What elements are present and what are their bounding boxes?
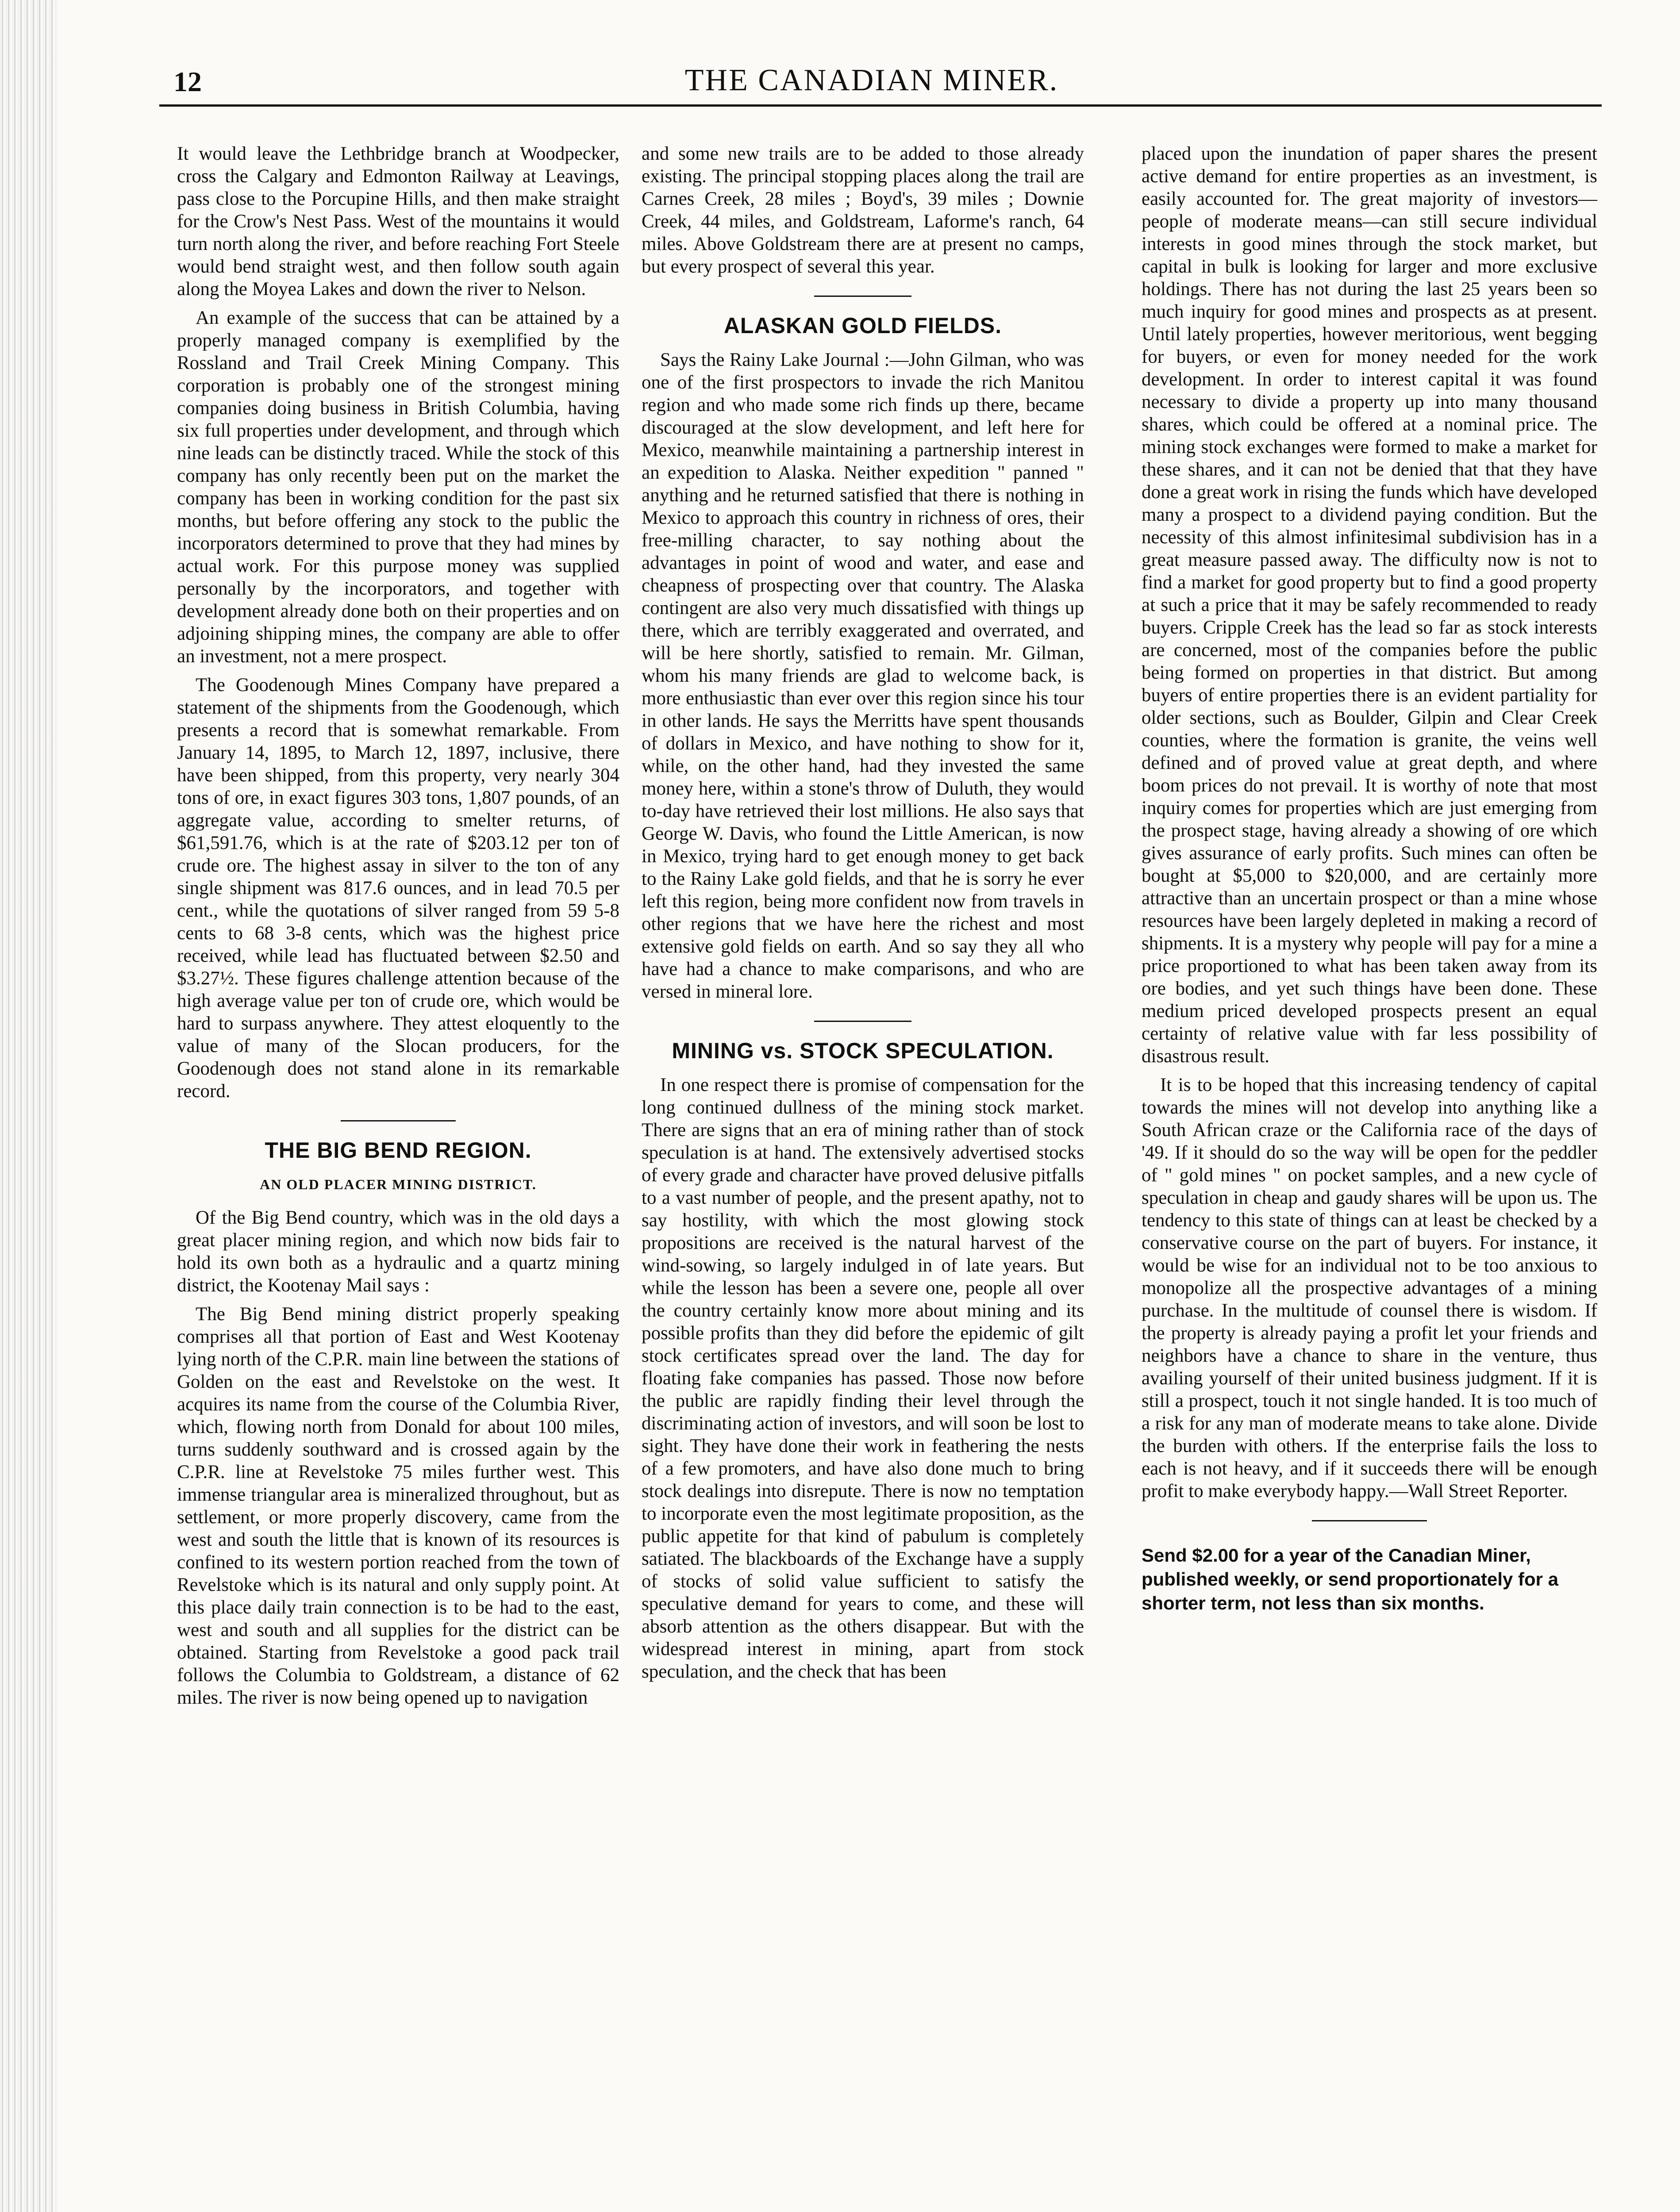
headline-big-bend: THE BIG BEND REGION. — [265, 1138, 532, 1163]
article-paragraph: It is to be hoped that this increasing tendency of capital towards the mines will not develop into anything like a South African craze or the California race of the days of '49. If it should do so the way will be open for the peddler of " gold mines " on pocket samples, and a new cycle of speculation in cheap and gaudy shares will be upon us. The tendency to this state of things can at least be checked by a conservative course on the part of buyers. For instance, it would be wise for an individual not to be too anxious to monopolize all the prospective advantages of a mining purchase. In the multitude of counsel there is wisdom. If the property is already paying a profit let your friends and neighbors have a chance to share in the venture, thus availing yourself of their united business judgment. If it is still a prospect, touch it not single handed. It is too much of a risk for any man of moderate means to take alone. Divide the burden with others. If the enterprise fails the loss to each is not heavy, and if it succeeds there will be enough profit to make everybody happy.—Wall Street Reporter. — [1142, 1075, 1597, 1502]
separator-rule — [1312, 1520, 1427, 1521]
header-rule — [159, 104, 1602, 107]
article-paragraph: It would leave the Lethbridge branch at Woodpecker, cross the Calgary and Edmonton Railway at Leavings, pass close to the Porcupine Hills, and then make straight for the Crow's Nest Pass. West of the mountains it would turn north along the river, and before reaching Fort Steele would bend straight west, and then follow south again along the Moyea Lakes and down the river to Nelson. — [177, 143, 619, 300]
article-paragraph: Says the Rainy Lake Journal :—John Gilman, who was one of the first prospectors to invade the rich Manitou region and who made some rich finds up there, became discouraged at the slow development, and left here for Mexico, meanwhile maintaining a partnership interest in an expedition to Alaska. Neither expedition " panned " anything and he returned satisfied that there is nothing in Mexico to approach this country in richness of ores, their free-milling character, to say nothing about the advantages in point of wood and water, and ease and cheapness of prospecting over that country. The Alaska contingent are also very much dissatisfied with things up there, which are terribly exaggerated and overrated, and will be here shortly, satisfied to remain. Mr. Gilman, whom his many friends are glad to welcome back, is more enthusiastic than ever over this region since his tour in other lands. He says the Merritts have spent thousands of dollars in Mexico, and have nothing to show for it, while, on the other hand, had they invested the same money here, within a stone's throw of Duluth, they would to-day have retrieved their lost millions. He also says that George W. Davis, who found the Little American, is now in Mexico, trying hard to get enough money to get back to the Rainy Lake gold fields, and that he is sorry he ever left this region, being more confident now from travels in other regions that we have here the richest and most extensive gold fields on earth. And so say they all who have had a chance to make comparisons, and who are versed in mineral lore. — [642, 349, 1084, 1002]
left-column — [177, 142, 619, 1715]
separator-rule — [341, 1120, 456, 1121]
subscription-notice: Send $2.00 for a year of the Canadian Miner, published weekly, or send proportionately for a shorter term, not less than six months. — [1142, 1545, 1559, 1613]
article-paragraph: The Big Bend mining district properly speaking comprises all that portion of East and West Kootenay lying north of the C.P.R. main line between the stations of Golden on the east and Revelstoke on the west. It acquires its name from the course of the Columbia River, which, flowing north from Donald for about 100 miles, turns suddenly southward and is crossed again by the C.P.R. line at Revelstoke 75 miles further west. This immense triangular area is mineralized throughout, but as settlement, or more properly discovery, came from the west and south the little that is known of its resources is confined to its western portion reached from the town of Revelstoke which is its natural and only supply point. At this place daily train connection is to be had to the east, west and south and all supplies for the district can be obtained. Starting from Revelstoke a good pack trail follows the Columbia to Goldstream, a distance of 62 miles. The river is now being opened up to navigation — [177, 1304, 619, 1708]
subheadline-big-bend: AN OLD PLACER MINING DISTRICT. — [260, 1176, 537, 1192]
masthead: THE CANADIAN MINER. — [684, 63, 1059, 97]
separator-rule — [814, 296, 911, 297]
article-paragraph: In one respect there is promise of compensation for the long continued dullness of the mining stock market. There are signs that an era of mining rather than of stock speculation is at hand. The extensively advertised stocks of every grade and character have proved delusive pitfalls to a vast number of people, and the present apathy, not to say hostility, with which the most glowing stock propositions are received is the natural harvest of the wind-sowing, so largely indulged in of late years. But while the lesson has been a severe one, people all over the country certainly know more about mining and its possible profits than they did before the epidemic of gilt stock certificates spread over the land. The day for floating fake companies has passed. Those now before the public are rapidly finding their level through the discriminating action of investors, and will soon be lost to sight. They have done their work in feathering the nests of a few promoters, and have also done much to bring stock dealings into disrepute. There is now no temptation to incorporate even the most legitimate proposition, as the public appetite for that kind of pabulum is completely satiated. The blackboards of the Exchange have a supply of stocks of solid value sufficient to satisfy the speculative demand for years to come, and these will absorb attention as the others disappear. But with the widespread interest in mining, apart from stock speculation, and the check that has been — [642, 1075, 1084, 1682]
right-column — [1142, 142, 1597, 1615]
scan-edge-left — [0, 0, 58, 2212]
article-paragraph: placed upon the inundation of paper shares the present active demand for entire properties as an investment, is easily accounted for. The great majority of investors—people of moderate means—can still secure individual interests in good mines through the stock market, but capital in bulk is looking for larger and more exclusive holdings. There has not during the last 25 years been so much inquiry for good mines and prospects as at present. Until lately properties, however meritorious, went begging for buyers, or even for money needed for the work development. In order to interest capital it was found necessary to divide a property up into many thousand shares, which could be offered at a nominal price. The mining stock exchanges were formed to make a market for these shares, and it can not be denied that that they have done a great work in rising the funds which have developed many a prospect to a dividend paying condition. But the necessity of this almost infinitesimal subdivision has in a great measure passed away. The difficulty now is not to find a market for good property but to find a good property at such a price that it may be safely recommended to ready buyers. Cripple Creek has the lead so far as stock interests are concerned, most of the companies before the public being formed on properties in that district. But among buyers of entire properties there is an evident partiality for older sections, such as Boulder, Gilpin and Clear Creek counties, where the formation is granite, the veins well defined and of proved value at great depth, and where boom prices do not prevail. It is worthy of note that most inquiry comes for properties which are just emerging from the prospect stage, having already a showing of ore which gives assurance of early profits. Such mines can often be bought at $5,000 to $20,000, and are certainly more attractive than an uncertain prospect or than a mine whose resources have been largely depleted in making a record of shipments. It is a mystery why people will pay for a mine a price proportioned to what has been taken away from its ore bodies, and yet such things have been done. These medium priced developed prospects present an equal certainty of relative value with far less possibility of disastrous result. — [1142, 143, 1597, 1067]
article-paragraph: Of the Big Bend country, which was in the old days a great placer mining region, and which now bids fair to hold its own both as a hydraulic and a quartz mining district, the Kootenay Mail says : — [177, 1207, 619, 1296]
article-paragraph: and some new trails are to be added to those already existing. The principal stopping places along the trail are Carnes Creek, 28 miles ; Boyd's, 39 miles ; Downie Creek, 44 miles, and Goldstream, Laforme's ranch, 64 miles. Above Goldstream there are at present no camps, but every prospect of several this year. — [642, 143, 1084, 277]
middle-column — [642, 142, 1084, 1689]
page-number: 12 — [173, 66, 202, 97]
article-paragraph: The Goodenough Mines Company have prepared a statement of the shipments from the Goodenough, which presents a record that is somewhat remarkable. From January 14, 1895, to March 12, 1897, inclusive, there have been shipped, from this property, very nearly 304 tons of ore, in exact figures 303 tons, 1,807 pounds, of an aggregate value, according to smelter returns, of $61,591.76, which is at the rate of $203.12 per ton of crude ore. The highest assay in silver to the ton of any single shipment was 817.6 ounces, and in lead 70.5 per cent., while the quotations of silver ranged from 59 5-8 cents to 68 3-8 cents, which was the highest price received, while lead has fluctuated between $2.50 and $3.27½. These figures challenge attention because of the high average value per ton of crude ore, which would be hard to surpass anywhere. They attest eloquently to the value of many of the Slocan producers, for the Goodenough does not stand alone in its remarkable record. — [177, 675, 619, 1102]
separator-rule — [814, 1021, 911, 1022]
headline-mining-vs-stock: MINING vs. STOCK SPECULATION. — [672, 1038, 1054, 1063]
headline-alaskan: ALASKAN GOLD FIELDS. — [723, 313, 1002, 338]
article-paragraph: An example of the success that can be attained by a properly managed company is exemplified by the Rossland and Trail Creek Mining Company. This corporation is probably one of the strongest mining companies doing business in British Columbia, having six full properties under development, and through which nine leads can be distinctly traced. While the stock of this company has only recently been put on the market the company has been in working condition for the past six months, but before offering any stock to the public the incorporators determined to prove that they had mines by actual work. For this purpose money was supplied personally by the incorporators, and together with development already done both on their properties and on adjoining shipping mines, the company are able to offer an investment, not a mere prospect. — [177, 307, 619, 667]
